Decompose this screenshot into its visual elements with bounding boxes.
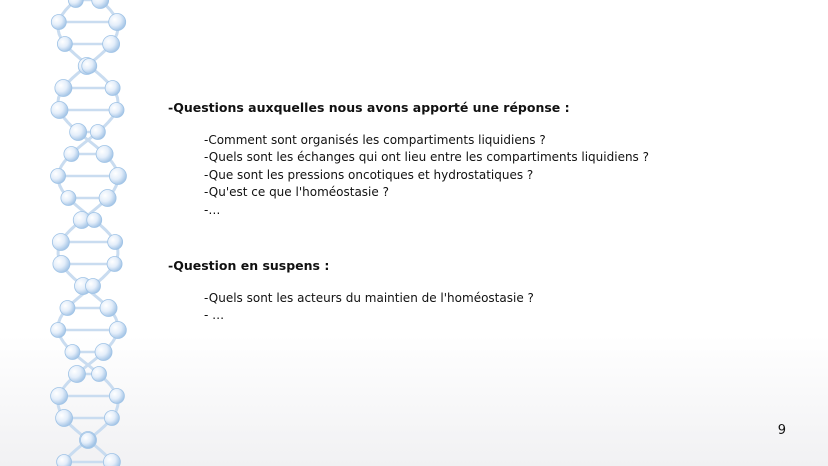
dna-sphere bbox=[61, 191, 76, 206]
section-heading: -Questions auxquelles nous avons apporté une réponse : bbox=[168, 100, 570, 115]
dna-sphere bbox=[52, 234, 69, 251]
dna-sphere bbox=[51, 388, 68, 405]
dna-sphere bbox=[104, 411, 119, 426]
dna-sphere bbox=[100, 300, 117, 317]
list-item: -Que sont les pressions oncotiques et hydrostatiques ? bbox=[204, 167, 534, 182]
dna-sphere bbox=[57, 455, 72, 466]
dna-sphere bbox=[56, 410, 73, 427]
dna-sphere bbox=[109, 14, 126, 31]
dna-helix-icon bbox=[0, 0, 160, 466]
dna-sphere bbox=[109, 322, 126, 339]
section-answered bbox=[168, 100, 808, 219]
dna-sphere bbox=[105, 81, 120, 96]
dna-sphere bbox=[51, 169, 66, 184]
list-item: -Qu'est ce que l'homéostasie ? bbox=[204, 185, 389, 200]
dna-sphere bbox=[55, 80, 72, 97]
dna-sphere bbox=[99, 190, 116, 207]
dna-sphere bbox=[95, 344, 112, 361]
question-list bbox=[204, 290, 808, 325]
list-item: -Quels sont les acteurs du maintien de l'homéostasie ? bbox=[204, 291, 534, 305]
dna-sphere bbox=[107, 257, 122, 272]
dna-sphere bbox=[87, 213, 102, 228]
dna-sphere bbox=[86, 279, 101, 294]
section-pending bbox=[168, 258, 808, 325]
dna-sphere bbox=[109, 103, 124, 118]
dna-sphere bbox=[64, 147, 79, 162]
dna-sphere bbox=[51, 102, 68, 119]
dna-sphere bbox=[109, 168, 126, 185]
list-item: -Comment sont organisés les compartiments liquidiens ? bbox=[204, 133, 546, 147]
list-item: -… bbox=[204, 202, 221, 217]
dna-sphere bbox=[82, 59, 97, 74]
list-item: - … bbox=[204, 308, 225, 323]
dna-sphere bbox=[103, 36, 120, 53]
dna-sphere bbox=[109, 389, 124, 404]
dna-sphere bbox=[108, 235, 123, 250]
dna-sphere bbox=[90, 125, 105, 140]
dna-sphere bbox=[53, 256, 70, 273]
page-number: 9 bbox=[777, 423, 786, 438]
dna-sphere bbox=[51, 323, 66, 338]
dna-sphere bbox=[68, 366, 85, 383]
dna-sphere bbox=[96, 146, 113, 163]
dna-sphere bbox=[60, 301, 75, 316]
dna-sphere bbox=[70, 124, 87, 141]
dna-sphere bbox=[92, 367, 107, 382]
question-list bbox=[204, 132, 808, 219]
section-heading: -Question en suspens : bbox=[168, 258, 330, 273]
dna-sphere bbox=[57, 37, 72, 52]
dna-sphere bbox=[81, 433, 96, 448]
dna-sphere bbox=[51, 15, 66, 30]
dna-sphere bbox=[65, 345, 80, 360]
list-item: -Quels sont les échanges qui ont lieu entre les compartiments liquidiens ? bbox=[204, 150, 649, 165]
